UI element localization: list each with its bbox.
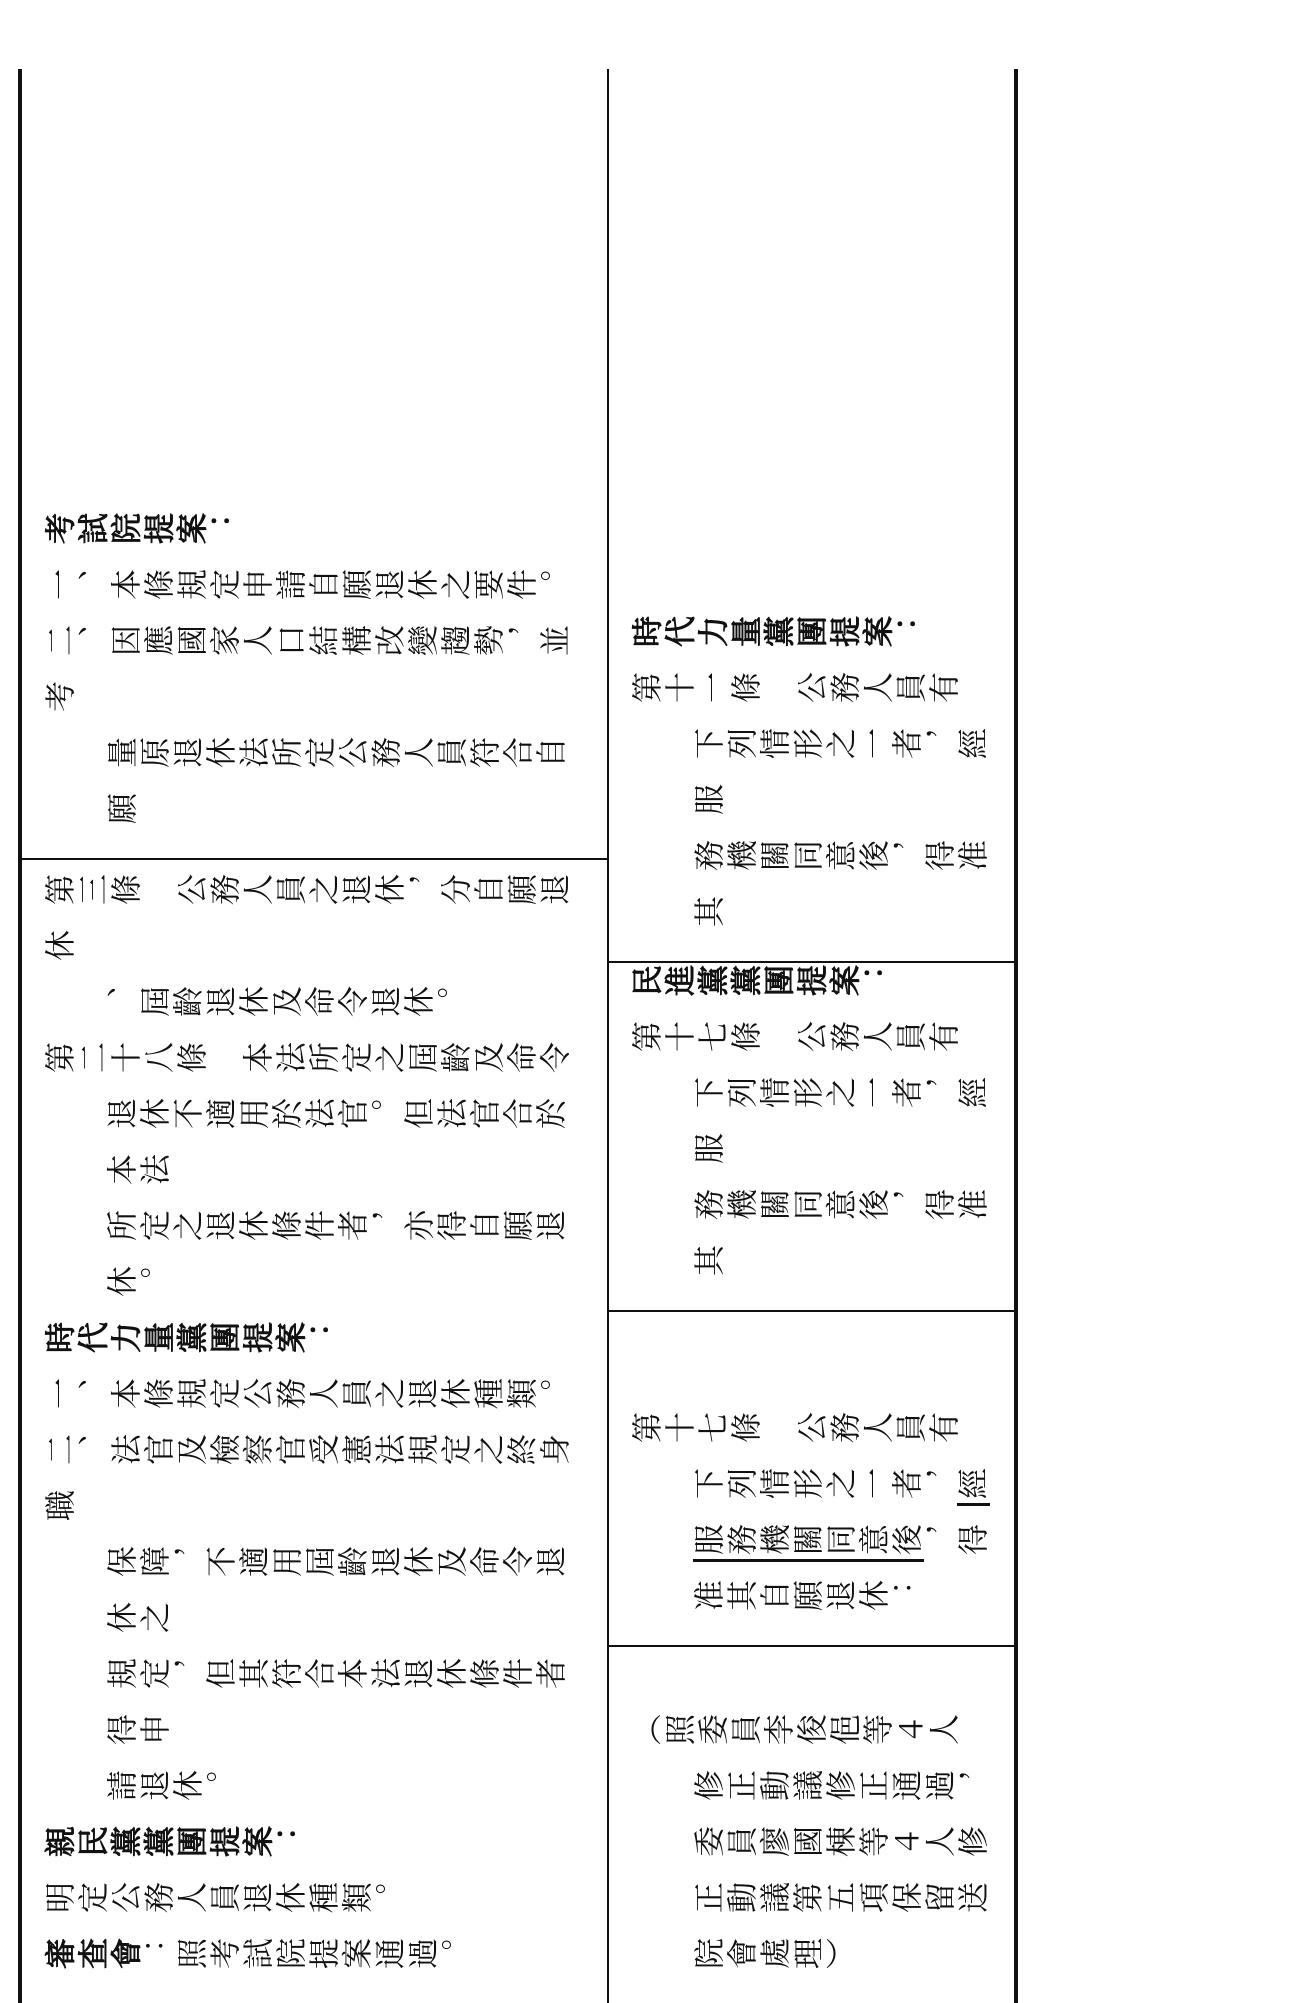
ncp-proposal-cell [609, 69, 1018, 961]
review-text: ：照考試院提案通過。 [143, 1939, 473, 1975]
article-final-cell [609, 1310, 1018, 1645]
text-line: 退休不適用於法官。但法官合於本法 [106, 1099, 568, 1191]
text-segment: 下列情形之一者， [693, 1469, 957, 1505]
text-line: 明定公務人員退休種類。 [44, 1883, 407, 1919]
ncp-proposal-text [609, 589, 1018, 961]
text-line: 准其自願退休： [693, 1581, 924, 1617]
exam-yuan-heading: 考試院提案： [44, 514, 242, 550]
text-line: 下列情形之一者，經服 [693, 729, 990, 821]
text-line: 下列情形之一者，經服 [693, 1078, 990, 1170]
text-line: 所定之退休條件者，亦得自願退休。 [106, 1211, 568, 1303]
exam-yuan-cell [22, 69, 607, 858]
comparison-table [18, 69, 1018, 2003]
text-line [631, 1515, 1008, 1571]
text-line [44, 858, 597, 865]
party-heading-pfp: 親民黨黨團提案： [44, 1827, 308, 1863]
text-line: 正動議第五項保留送 [693, 1883, 990, 1919]
text-line: 二、因應國家人口結構改變趨勢，並考 [44, 626, 572, 718]
exam-yuan-text [22, 486, 607, 858]
text-line: 第十七條 公務人員有 [631, 1413, 961, 1449]
text-line: 二、法官及檢察官受憲法規定之終身職 [44, 1435, 572, 1527]
text-line: 保障，不適用屆齡退休及命令退休之 [106, 1547, 568, 1639]
text-line: 一、本條規定申請自願退休之要件。 [44, 570, 572, 606]
text-line: 院會處理） [693, 1939, 858, 1975]
dpp-heading: 民進黨黨團提案： [631, 966, 895, 1002]
ncp-heading: 時代力量黨團提案： [631, 617, 928, 653]
remark-text [609, 1687, 1018, 2003]
text-line: 務機關同意後，得准其 [693, 841, 990, 933]
text-line [631, 1459, 1008, 1515]
text-line: 第二十八條 本法所定之屆齡及命令 [44, 1043, 572, 1079]
text-line: （照委員李俊俋等４人 [631, 1715, 961, 1751]
text-line: 、屆齡退休及命令退休。 [106, 987, 469, 1023]
explanation-text [22, 858, 607, 2003]
final-article-text [609, 1385, 1018, 1645]
text-line: 委員廖國棟等４人修 [693, 1827, 990, 1863]
underlined-segment: 經 [957, 1469, 990, 1505]
review-line [44, 1929, 597, 1985]
party-heading-ncp: 時代力量黨團提案： [44, 1323, 341, 1359]
dpp-proposal-text [609, 961, 1018, 1310]
text-line: 第三條 公務人員之退休，分自願退休 [44, 875, 572, 967]
text-line: 量原退休法所定公務人員符合自願 [106, 738, 568, 830]
text-line: 規定，但其符合本法退休條件者得申 [106, 1659, 568, 1751]
text-line: 請退休。 [106, 1771, 238, 1807]
text-line: 第十一條 公務人員有 [631, 673, 961, 709]
text-line: 務機關同意後，得准其 [693, 1190, 990, 1282]
explanation-cell [22, 858, 607, 2003]
review-label: 審查會 [44, 1939, 143, 1975]
article-remark-cell [609, 1645, 1018, 2003]
underlined-segment: 服務機關同意後 [693, 1525, 924, 1561]
table-row-bottom [607, 69, 1018, 2003]
table-row-top [22, 69, 607, 2003]
text-line: 一、本條規定公務人員之退休種類。 [44, 1379, 572, 1415]
text-segment: ，得 [924, 1525, 990, 1561]
text-line: 修正動議修正通過， [693, 1771, 990, 1807]
text-line: 第十七條 公務人員有 [631, 1022, 961, 1058]
dpp-proposal-cell [609, 961, 1018, 1310]
